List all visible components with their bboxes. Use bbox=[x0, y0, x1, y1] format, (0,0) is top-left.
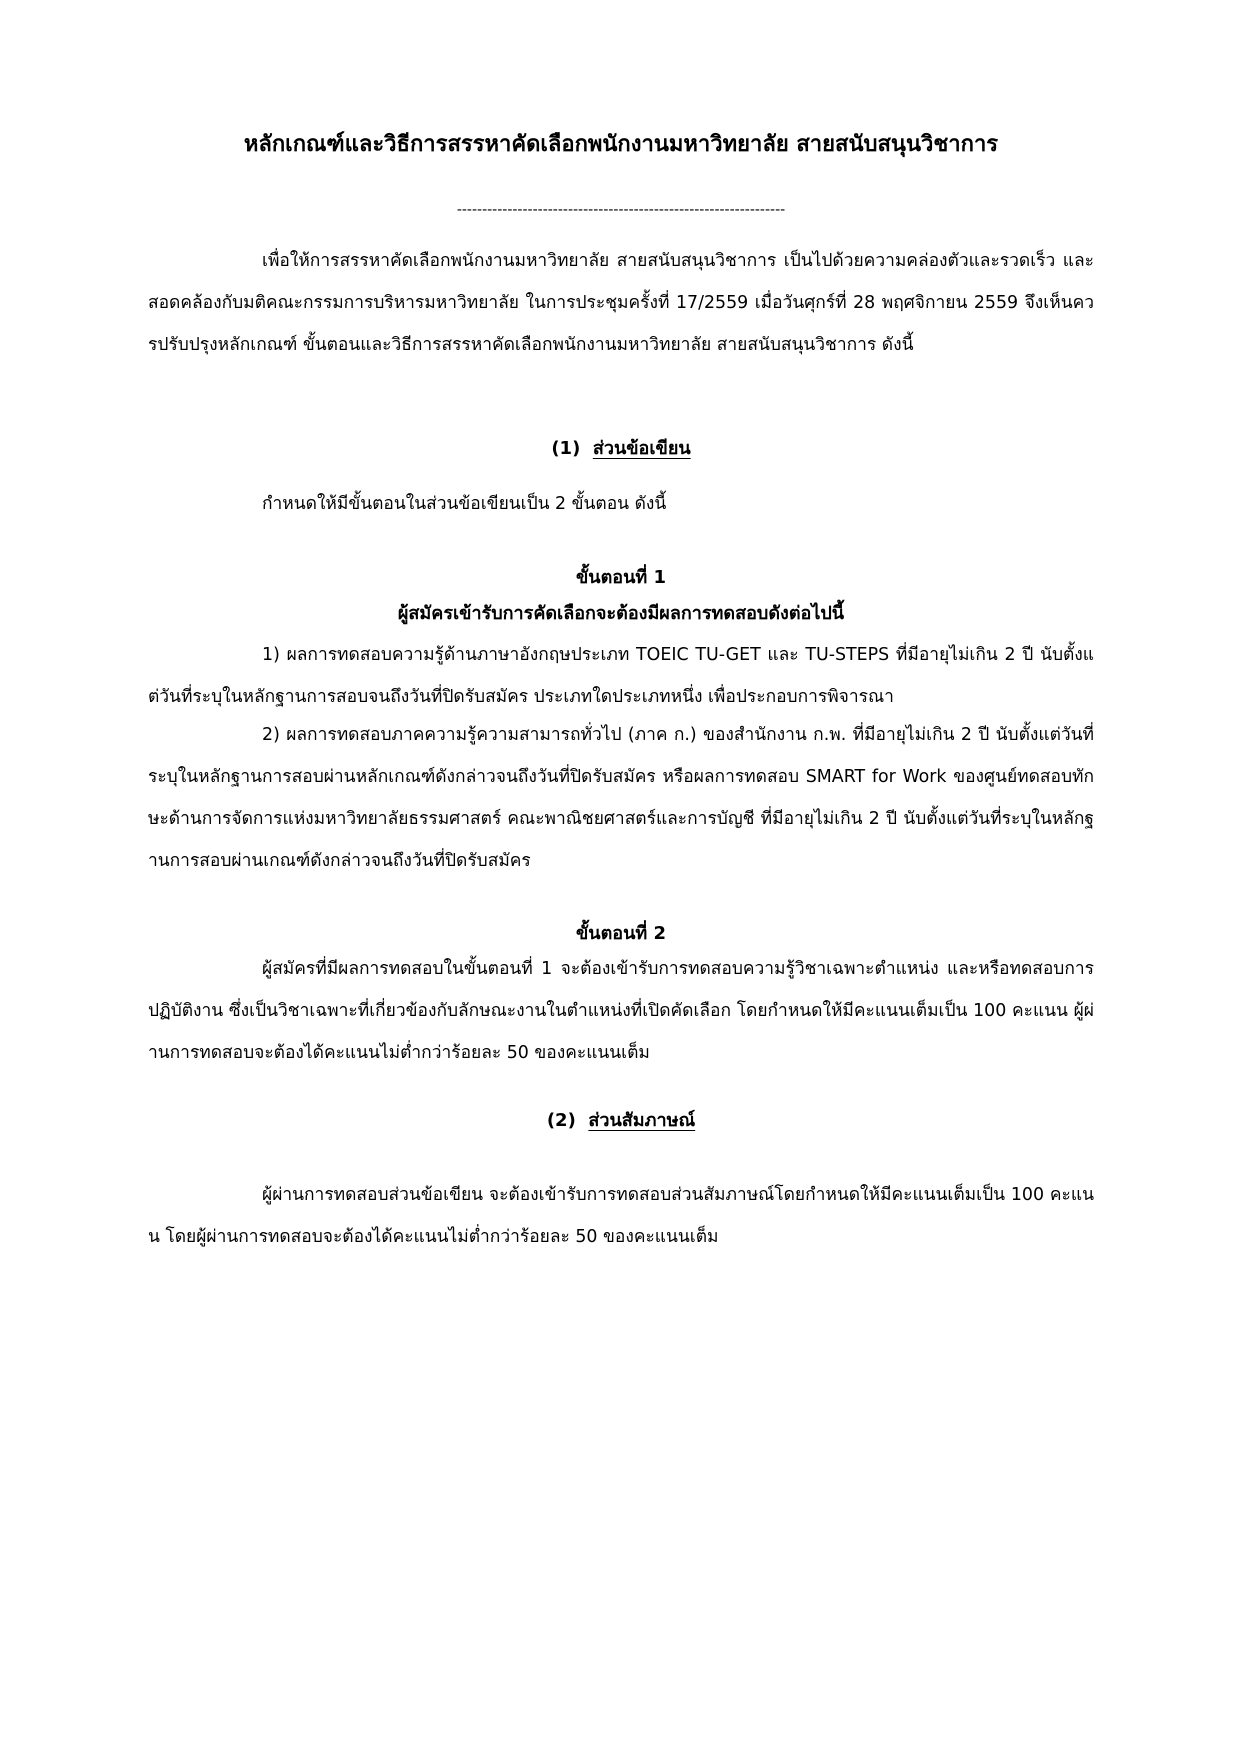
step2-text: ผู้สมัครที่มีผลการทดสอบในขั้นตอนที่ 1 จะต้องเข้ารับการทดสอบความรู้วิชาเฉพาะตำแหน่ง และหรือทดสอบการปฏิบัติงาน ซึ่งเป็นวิชาเฉพาะที่เกี่ยวข้องกับลักษณะงานในตำแหน่งที่เปิดคัดเลือก โดยกำหนดให้มีคะแนนเต็มเป็น 100 คะแนน ผู้ผ่านการทดสอบจะต้องได้คะแนนไม่ต่ำกว่าร้อยละ 50 ของคะแนนเต็ม bbox=[148, 959, 1094, 1063]
step1-item2 bbox=[148, 714, 1094, 882]
section2-number: (2) bbox=[546, 1110, 576, 1131]
step2-heading: ขั้นตอนที่ 2 bbox=[575, 923, 667, 944]
step1-subheading: ผู้สมัครเข้ารับการคัดเลือกจะต้องมีผลการทดสอบดังต่อไปนี้ bbox=[397, 603, 845, 624]
section2-text: ผู้ผ่านการทดสอบส่วนข้อเขียน จะต้องเข้ารับการทดสอบส่วนสัมภาษณ์โดยกำหนดให้มีคะแนนเต็มเป็น 100 คะแนน โดยผู้ผ่านการทดสอบจะต้องได้คะแนนไม่ต่ำกว่าร้อยละ 50 ของคะแนนเต็ม bbox=[148, 1185, 1094, 1247]
section1-heading bbox=[148, 433, 1094, 465]
document-title: หลักเกณฑ์และวิธีการสรรหาคัดเลือกพนักงานมหาวิทยาลัย สายสนับสนุนวิชาการ bbox=[243, 132, 999, 157]
section2-paragraph bbox=[148, 1174, 1094, 1258]
title-separator: ----------------------------------------------------------------- bbox=[456, 202, 786, 218]
section1-number: (1) bbox=[551, 438, 581, 459]
intro-paragraph bbox=[148, 240, 1094, 366]
step1-item2-text: 2) ผลการทดสอบภาคความรู้ความสามารถทั่วไป (ภาค ก.) ของสำนักงาน ก.พ. ที่มีอายุไม่เกิน 2 ปี นับตั้งแต่วันที่ระบุในหลักฐานการสอบผ่านหลักเกณฑ์ดังกล่าวจนถึงวันที่ปิดรับสมัคร หรือผลการทดสอบ SMART for Work ของศูนย์ทดสอบทักษะด้านการจัดการแห่งมหาวิทยาลัยธรรมศาสตร์ คณะพาณิชยศาสตร์และการบัญชี ที่มีอายุไม่เกิน 2 ปี นับตั้งแต่วันที่ระบุในหลักฐานการสอบผ่านเกณฑ์ดังกล่าวจนถึงวันที่ปิดรับสมัคร bbox=[148, 725, 1094, 871]
step1-heading: ขั้นตอนที่ 1 bbox=[575, 567, 667, 588]
section1-intro: กำหนดให้มีขั้นตอนในส่วนข้อเขียนเป็น 2 ขั้นตอน ดังนี้ bbox=[262, 494, 667, 514]
section2-heading bbox=[148, 1105, 1094, 1137]
intro-text: เพื่อให้การสรรหาคัดเลือกพนักงานมหาวิทยาลัย สายสนับสนุนวิชาการ เป็นไปด้วยความคล่องตัวและรวดเร็ว และสอดคล้องกับมติคณะกรรมการบริหารมหาวิทยาลัย ในการประชุมครั้งที่ 17/2559 เมื่อวันศุกร์ที่ 28 พฤศจิกายน 2559 จึงเห็นควรปรับปรุงหลักเกณฑ์ ขั้นตอนและวิธีการสรรหาคัดเลือกพนักงานมหาวิทยาลัย สายสนับสนุนวิชาการ ดังนี้ bbox=[148, 251, 1094, 355]
section1-title: ส่วนข้อเขียน bbox=[592, 438, 691, 459]
step1-item1-text: 1) ผลการทดสอบความรู้ด้านภาษาอังกฤษประเภท TOEIC TU-GET และ TU-STEPS ที่มีอายุไม่เกิน 2 ปี นับตั้งแต่วันที่ระบุในหลักฐานการสอบจนถึงวันที่ปิดรับสมัคร ประเภทใดประเภทหนึ่ง เพื่อประกอบการพิจารณา bbox=[148, 645, 1094, 707]
section2-title: ส่วนสัมภาษณ์ bbox=[588, 1110, 696, 1131]
step2-paragraph bbox=[148, 948, 1094, 1074]
step1-item1 bbox=[148, 634, 1094, 718]
